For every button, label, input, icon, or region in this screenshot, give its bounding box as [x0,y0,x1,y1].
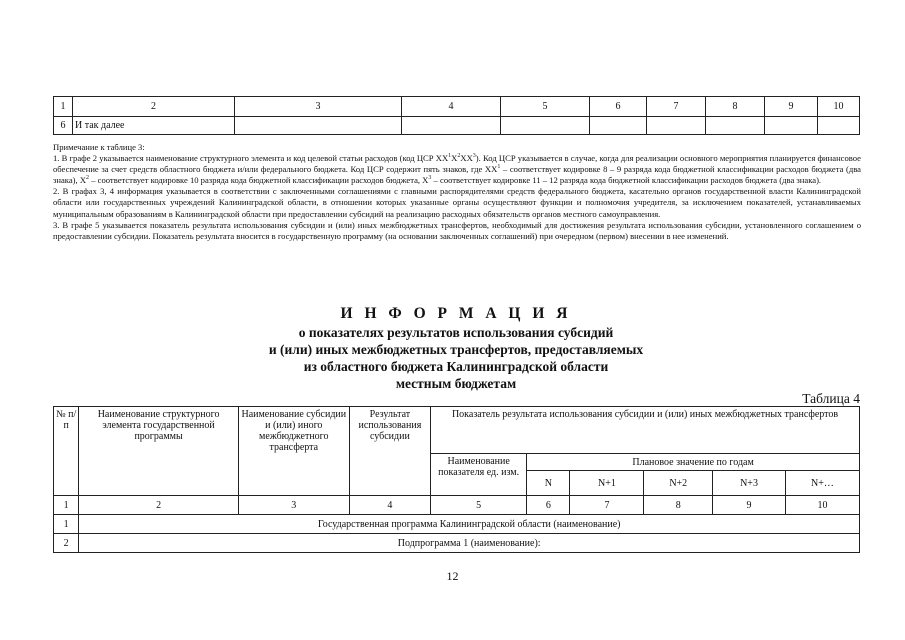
superscript: 3 [472,153,476,160]
empty-cell [235,117,402,135]
row-text: И так далее [73,117,235,135]
heading-line: о показателях результатов использования субсидий [298,325,614,340]
column-number: 1 [54,496,79,515]
header-result: Результат использования субсидии [349,407,430,496]
table-notes [53,142,861,242]
superscript: 2 [457,153,461,160]
table-row [54,117,860,135]
empty-cell [647,117,706,135]
column-number: 2 [79,496,239,515]
note-text: ). Код ЦСР указывается в случае, когда для реализации основного мероприятия планируется финансовое обеспечение за счет средств областного бюджета и/или федерального бюджета. Код ЦСР содержит пять знаков, где ХХ [53,153,861,175]
continuation-table [53,96,860,135]
table-row [54,97,860,117]
note-2: 2. В графах 3, 4 информация указывается в соответствии с заключенными соглашениями с главными распорядителями средств федерального бюджета, касательно органов государственной власти Калининградской области или государственных учреждений Калининградской области, в отношении которых указанные органы осуществляют функции и полномочия учредителя, за исключением показателей, устанавливаемых муниципальным образованиям в Калининградской области при предоставлении субсидий на реализацию расходных обязательств органов местного самоуправления. [53,186,861,219]
header-row [54,407,860,454]
header-planned-group: Плановое значение по годам [527,454,860,471]
notes-title: Примечание к таблице 3: [53,142,145,152]
column-number: 3 [238,496,349,515]
section-heading [150,304,762,392]
heading-line: из областного бюджета Калининградской области [303,359,609,374]
row-number: 6 [54,117,73,135]
column-number: 5 [431,496,527,515]
empty-cell [590,117,647,135]
numbering-row [54,496,860,515]
heading-line: местным бюджетам [395,376,517,391]
column-number: 7 [570,496,644,515]
header-cell: 4 [402,97,501,117]
superscript: 3 [428,175,432,182]
row-number: 2 [54,534,79,553]
header-cell: 3 [235,97,402,117]
header-cell: 6 [590,97,647,117]
header-cell: 2 [73,97,235,117]
column-number: 4 [349,496,430,515]
note-text: – соответствует кодировке 10 разряда кода бюджетной классификации расходов бюджета, Х [89,175,429,186]
header-cell: 8 [706,97,765,117]
page-number: 12 [446,569,459,583]
column-number: 10 [785,496,859,515]
header-year: N [527,471,570,496]
note-text: – соответствует кодировке 8 – 9 разряда кода бюджетной классификации расходов бюджета (два знака), Х [53,164,861,186]
column-number: 6 [527,496,570,515]
header-year: N+3 [713,471,786,496]
column-number: 9 [713,496,786,515]
header-indicator-name: Наименование показателя ед. изм. [431,454,527,496]
header-cell: 7 [647,97,706,117]
header-year: N+1 [570,471,644,496]
table-caption: Таблица 4 [802,391,860,406]
table-row [54,515,860,534]
empty-cell [706,117,765,135]
heading-title: И Н Ф О Р М А Ц И Я [340,305,572,322]
header-year: N+2 [644,471,713,496]
header-cell: 5 [501,97,590,117]
note-3: 3. В графе 5 указывается показатель результата использования субсидии и (или) иных межбюджетных трансфертов, необходимый для достижения результата использования субсидии, установленного соглашением о предоставлении субсидии. Показатель результата вносится в государственную программу (на основании заключенных соглашений) при очередном (первом) внесении в нее изменений. [53,219,861,241]
note-1 [53,153,861,186]
empty-cell [501,117,590,135]
heading-line: и (или) иных межбюджетных трансфертов, предоставляемых [268,342,644,357]
note-text: Х [451,153,458,164]
note-text: 1. В графе 2 указывается наименование структурного элемента и код целевой статьи расходов (код ЦСР ХХ [53,153,449,164]
indicators-table [53,406,860,553]
empty-cell [818,117,860,135]
header-cell: 10 [818,97,860,117]
header-indicator-group: Показатель результата использования субсидии и (или) иных межбюджетных трансфертов [431,407,860,454]
table-row [54,534,860,553]
header-cell: 1 [54,97,73,117]
column-number: 8 [644,496,713,515]
row-number: 1 [54,515,79,534]
superscript: 1 [448,153,452,160]
empty-cell [402,117,501,135]
empty-cell [765,117,818,135]
note-text: ХХ [460,153,473,164]
note-text: – соответствует кодировке 11 – 12 разряда кода бюджетной классификации расходов бюджета (два знака). [431,175,822,186]
header-year: N+… [785,471,859,496]
row-text: Государственная программа Калининградской области (наименование) [79,515,860,534]
superscript: 1 [497,164,501,171]
header-subsidy: Наименование субсидии и (или) иного межбюджетного трансферта [238,407,349,496]
header-num: № п/п [54,407,79,496]
superscript: 2 [86,175,90,182]
row-text: Подпрограмма 1 (наименование): [79,534,860,553]
header-element: Наименование структурного элемента государственной программы [79,407,239,496]
header-cell: 9 [765,97,818,117]
